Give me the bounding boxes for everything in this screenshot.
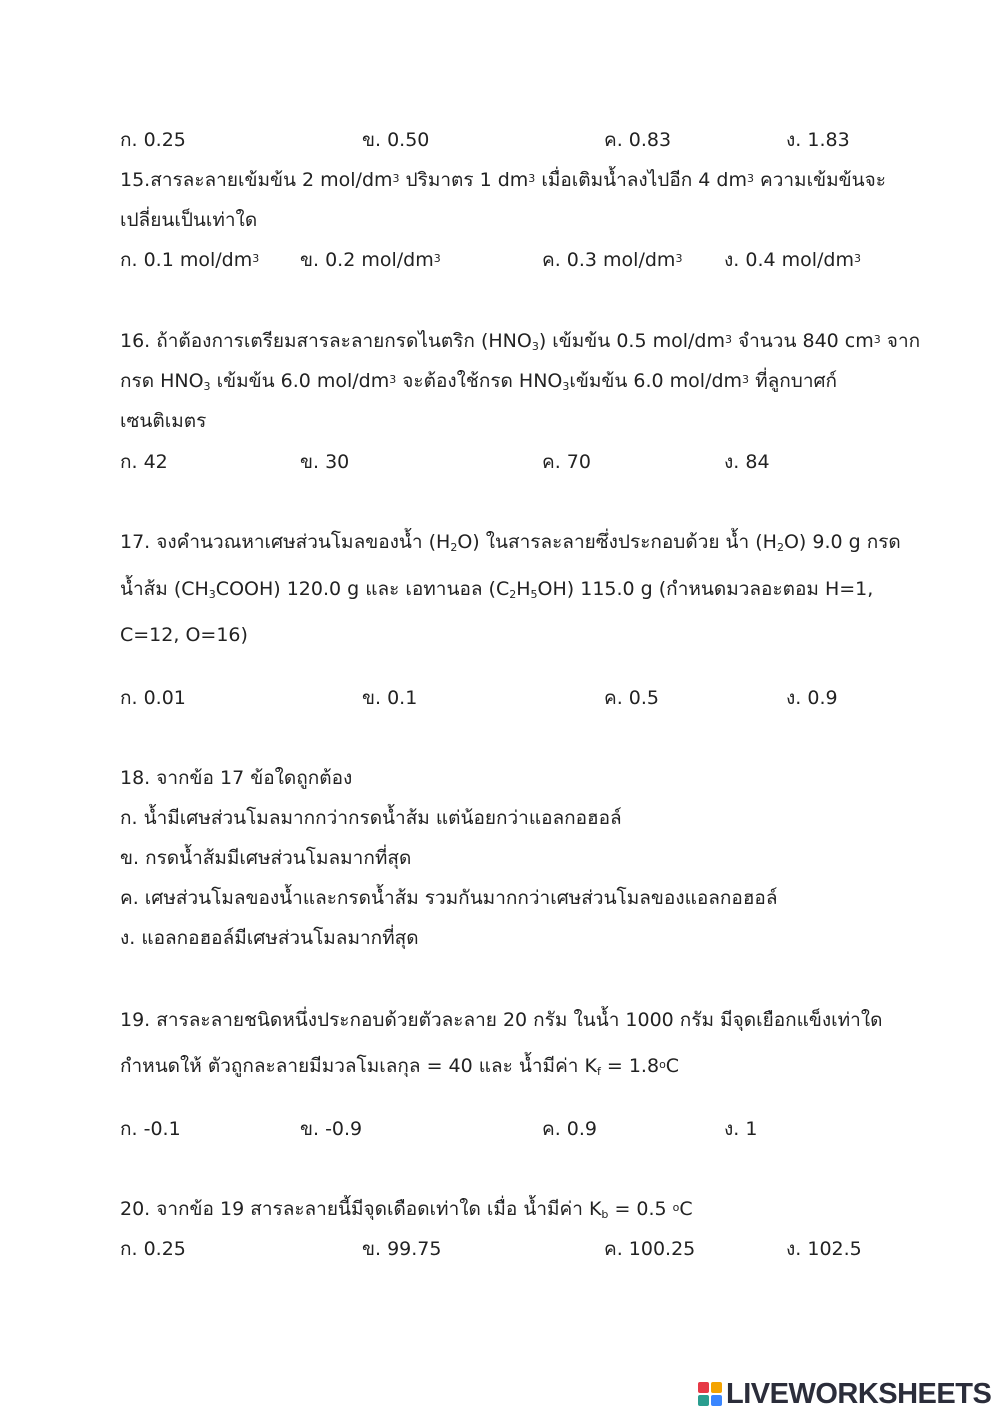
liveworksheets-logo[interactable] [698, 1378, 991, 1410]
q14-option-d: ง. 1.83 [786, 129, 850, 151]
q19-question-line-1: 19. สารละลายชนิดหนึ่งประกอบด้วยตัวละลาย 20 กรัม ในน้ำ 1000 กรัม มีจุดเยือกแข็งเท่าใด [120, 1009, 883, 1031]
logo-icon [698, 1382, 722, 1406]
q15-option-a: ก. 0.1 mol/$dm^3$ [120, 249, 260, 271]
q14-option-c: ค. 0.83 [604, 129, 672, 151]
q15-question-line-1: 15.สารละลายเข้มข้น 2 mol/$dm^3$ ปริมาตร 1 $dm^3$ เมื่อเติมน้ำลงไปอีก 4 $dm^3$ ความเข้มข้นจะ [120, 169, 886, 191]
q17-option-a: ก. 0.01 [120, 687, 186, 709]
q19-option-c: ค. 0.9 [542, 1118, 598, 1140]
q16-option-b: ข. 30 [300, 451, 350, 473]
q17-question-line-3: C=12, O=16) [120, 624, 248, 646]
q17-option-b: ข. 0.1 [362, 687, 418, 709]
logo-square-2 [711, 1382, 722, 1393]
q19-option-a: ก. -0.1 [120, 1118, 181, 1140]
q16-question-line-2: กรด $HNO_3$ เข้มข้น 6.0 mol/$dm^3$ จะต้องใช้กรด $HNO_3$เข้มข้น 6.0 mol/$dm^3$ ที่ลูกบาศก์ [120, 370, 838, 393]
q15-question-line-2: เปลี่ยนเป็นเท่าใด [120, 209, 258, 231]
q20-option-a: ก. 0.25 [120, 1238, 186, 1260]
q20-option-b: ข. 99.75 [362, 1238, 442, 1260]
q15-option-c: ค. 0.3 mol/$dm^3$ [542, 249, 683, 271]
logo-square-4 [711, 1395, 722, 1406]
q20-option-c: ค. 100.25 [604, 1238, 696, 1260]
q18-choice-b: ข. กรดน้ำส้มมีเศษส่วนโมลมากที่สุด [120, 847, 412, 869]
logo-square-1 [698, 1382, 709, 1393]
q14-option-a: ก. 0.25 [120, 129, 186, 151]
logo-square-3 [698, 1395, 709, 1406]
q19-option-d: ง. 1 [724, 1118, 758, 1140]
logo-text: LIVEWORKSHEETS [726, 1377, 992, 1410]
q18-choice-c: ค. เศษส่วนโมลของน้ำและกรดน้ำส้ม รวมกันมากกว่าเศษส่วนโมลของแอลกอฮอล์ [120, 887, 778, 909]
q16-question-line-1: 16. ถ้าต้องการเตรียมสารละลายกรดไนตริก $(HNO_3)$ เข้มข้น 0.5 mol/$dm^3$ จำนวน 840 $cm^3$ จาก [120, 330, 921, 353]
q16-option-d: ง. 84 [724, 451, 770, 473]
q17-option-c: ค. 0.5 [604, 687, 660, 709]
q19-question-line-2: กำหนดให้ ตัวถูกละลายมีมวลโมเลกุล = 40 และ น้ำมีค่า $K_f = 1.8^oC$ [120, 1055, 680, 1078]
q18-choice-d: ง. แอลกอฮอล์มีเศษส่วนโมลมากที่สุด [120, 927, 419, 949]
q15-option-b: ข. 0.2 mol/$dm^3$ [300, 249, 441, 271]
q18-question: 18. จากข้อ 17 ข้อใดถูกต้อง [120, 767, 353, 789]
q19-option-b: ข. -0.9 [300, 1118, 363, 1140]
q20-option-d: ง. 102.5 [786, 1238, 862, 1260]
q20-question: 20. จากข้อ 19 สารละลายนี้มีจุดเดือดเท่าใด เมื่อ น้ำมีค่า $K_b = 0.5$ $^o$C [120, 1198, 693, 1221]
q17-option-d: ง. 0.9 [786, 687, 838, 709]
q18-choice-a: ก. น้ำมีเศษส่วนโมลมากกว่ากรดน้ำส้ม แต่น้อยกว่าแอลกอฮอล์ [120, 807, 622, 829]
q14-option-b: ข. 0.50 [362, 129, 430, 151]
q16-option-c: ค. 70 [542, 451, 591, 473]
q15-option-d: ง. 0.4 mol/$dm^3$ [724, 249, 861, 271]
q17-question-line-1: 17. จงคำนวณหาเศษส่วนโมลของน้ำ $(H_2O)$ ในสารละลายซึ่งประกอบด้วย น้ำ $(H_2O)$ 9.0 g กรด [120, 531, 901, 554]
q16-option-a: ก. 42 [120, 451, 168, 473]
q17-question-line-2: น้ำส้ม $(CH_3COOH)$ 120.0 g และ เอทานอล $(C_2H_5OH)$ 115.0 g (กำหนดมวลอะตอม H=1, [120, 578, 874, 601]
q16-question-line-3: เซนติเมตร [120, 410, 207, 432]
